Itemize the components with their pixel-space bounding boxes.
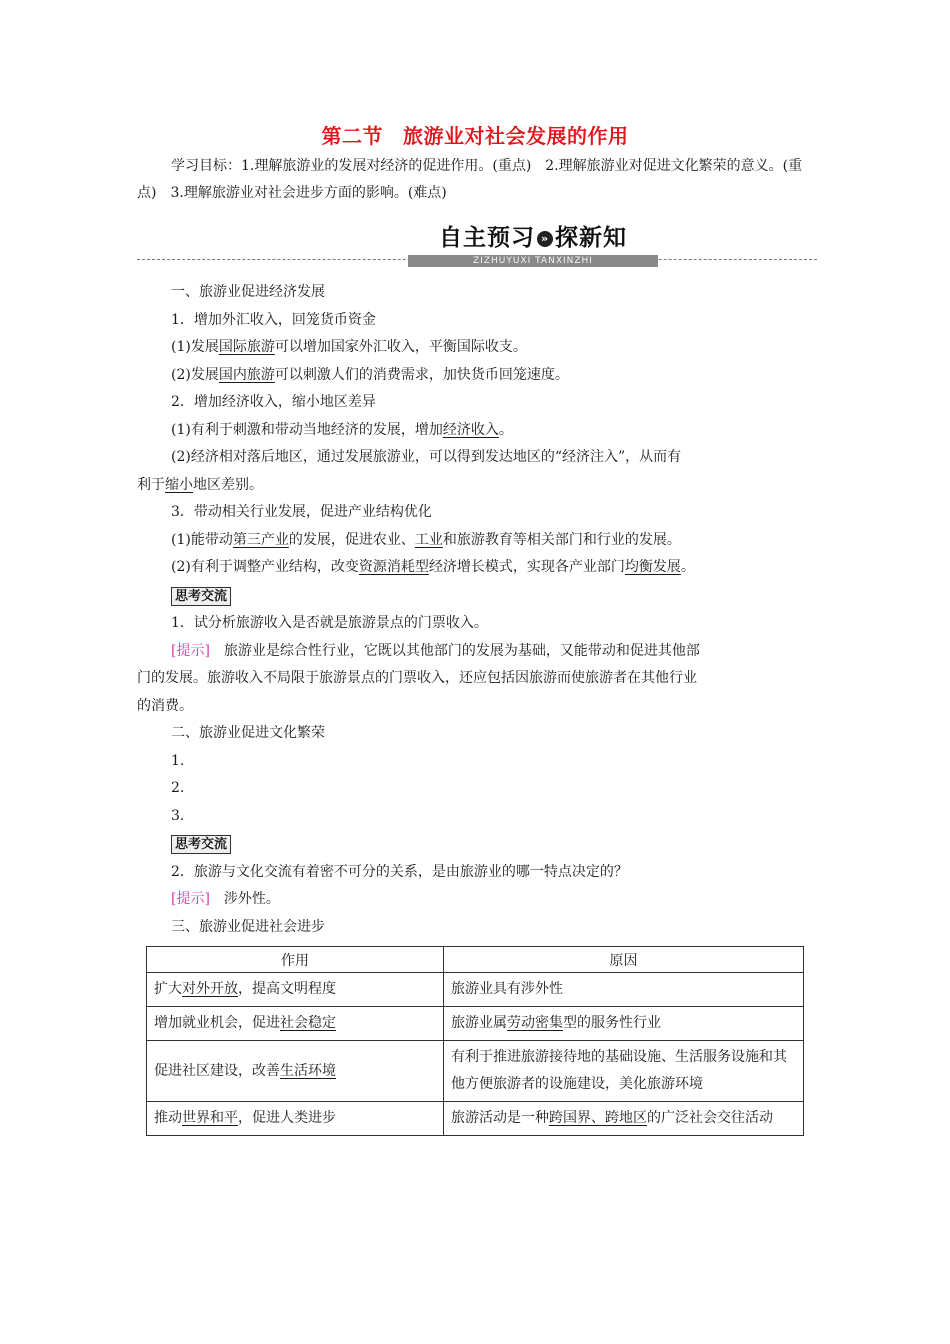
section-number: 第二节 <box>321 124 383 148</box>
think-answer-2: [提示] 涉外性。 <box>171 891 280 907</box>
part3-heading: 三、旅游业促进社会进步 <box>171 918 325 935</box>
banner-arrow-icon: » <box>537 231 553 247</box>
social-progress-table <box>146 946 804 1136</box>
reason-cell: 旅游业具有涉外性 <box>444 973 804 1007</box>
effect-cell: 扩大对外开放，提高文明程度 <box>147 973 444 1007</box>
effect-cell: 增加就业机会，促进社会稳定 <box>147 1007 444 1041</box>
blank-answer: 国内旅游 <box>218 366 275 383</box>
think-answer-1-end: 的消费。 <box>137 697 193 714</box>
think-answer-1: [提示] 旅游业是综合性行业，它既以其他部门的发展为基础，又能带动和促进其他部 <box>171 642 700 659</box>
part1-s2-item1: (1)有利于刺激和带动当地经济的发展，增加经济收入。 <box>171 421 513 438</box>
reason-cell: 有利于推进旅游接待地的基础设施、生活服务设施和其他方便旅游者的设施建设，美化旅游环境 <box>444 1041 804 1102</box>
table-row <box>147 1041 804 1102</box>
part2-heading: 二、旅游业促进文化繁荣 <box>171 725 325 741</box>
part2-item-1: 1. <box>171 752 185 769</box>
column-header-effect: 作用 <box>147 947 444 973</box>
blank-answer: 生活环境 <box>280 1062 336 1079</box>
blank-answer: 跨国界、跨地区 <box>549 1110 647 1126</box>
blank-answer: 世界和平 <box>182 1110 238 1126</box>
part2-item-2: 2. <box>171 780 185 796</box>
effect-cell: 促进社区建设，改善生活环境 <box>147 1041 444 1102</box>
section-banner <box>408 224 658 266</box>
think-question-1: 1．试分析旅游收入是否就是旅游景点的门票收入。 <box>171 615 488 631</box>
blank-answer: 社会稳定 <box>280 1015 336 1031</box>
think-badge: 思考交流 <box>171 835 231 854</box>
blank-answer: 资源消耗型 <box>358 559 429 575</box>
banner-right-text: 探新知 <box>555 225 627 251</box>
reason-cell: 旅游活动是一种跨国界、跨地区的广泛社会交往活动 <box>444 1102 804 1136</box>
part1-s2-title: 2．增加经济收入，缩小地区差异 <box>171 394 376 410</box>
table-row <box>147 1102 804 1136</box>
part1-s1-item2: (2)发展国内旅游可以刺激人们的消费需求，加快货币回笼速度。 <box>171 366 569 383</box>
section-name: 旅游业对社会发展的作用 <box>403 124 629 148</box>
learning-objectives: 学习目标：1.理解旅游业的发展对经济的促进作用。(重点) 2.理解旅游业对促进文化繁荣的意义。(重点) 3.理解旅游业对社会进步方面的影响。(难点) <box>137 158 803 201</box>
think-answer-1-cont: 门的发展。旅游收入不局限于旅游景点的门票收入，还应包括因旅游而使旅游者在其他行业 <box>137 670 697 686</box>
blank-answer: 国际旅游 <box>218 339 275 355</box>
blank-answer: 劳动密集 <box>507 1015 563 1031</box>
table-row <box>147 1007 804 1041</box>
part1-s3-item2: (2)有利于调整产业结构，改变资源消耗型经济增长模式，实现各产业部门均衡发展。 <box>171 559 695 575</box>
table-row <box>147 973 804 1007</box>
part1-s1-item1: (1)发展国际旅游可以增加国家外汇收入，平衡国际收支。 <box>171 339 527 355</box>
part1-heading: 一、旅游业促进经济发展 <box>171 284 325 300</box>
hint-label: [提示] <box>171 891 210 907</box>
column-header-reason: 原因 <box>444 947 804 973</box>
blank-answer: 经济收入 <box>442 421 499 438</box>
think-question-2: 2．旅游与文化交流有着密不可分的关系，是由旅游业的哪一特点决定的？ <box>171 863 628 880</box>
table-header-row <box>147 947 804 973</box>
part2-item-3: 3. <box>171 807 185 824</box>
think-badge: 思考交流 <box>171 587 231 606</box>
section-title <box>0 120 950 149</box>
effect-cell: 推动世界和平，促进人类进步 <box>147 1102 444 1136</box>
hint-label: [提示] <box>171 642 210 659</box>
main-content <box>137 279 817 941</box>
part1-s3-title: 3．带动相关行业发展，促进产业结构优化 <box>171 504 432 520</box>
part1-s3-item1: (1)能带动第三产业的发展，促进农业、工业和旅游教育等相关部门和行业的发展。 <box>171 531 681 548</box>
blank-answer: 工业 <box>414 531 443 548</box>
blank-answer: 均衡发展 <box>624 559 681 575</box>
part1-s2-item2: (2)经济相对落后地区，通过发展旅游业，可以得到发达地区的“经济注入”，从而有 <box>171 449 682 465</box>
blank-answer: 第三产业 <box>232 531 289 548</box>
part1-s2-item2-cont: 利于缩小地区差别。 <box>137 476 263 493</box>
part1-s1-title: 1．增加外汇收入，回笼货币资金 <box>171 311 376 328</box>
banner-left-text: 自主预习 <box>439 225 535 251</box>
blank-answer: 对外开放 <box>182 981 238 997</box>
banner-pinyin: ZIZHUYUXI TANXINZHI <box>408 255 658 267</box>
reason-cell: 旅游业属劳动密集型的服务性行业 <box>444 1007 804 1041</box>
blank-answer: 缩小 <box>165 476 193 493</box>
